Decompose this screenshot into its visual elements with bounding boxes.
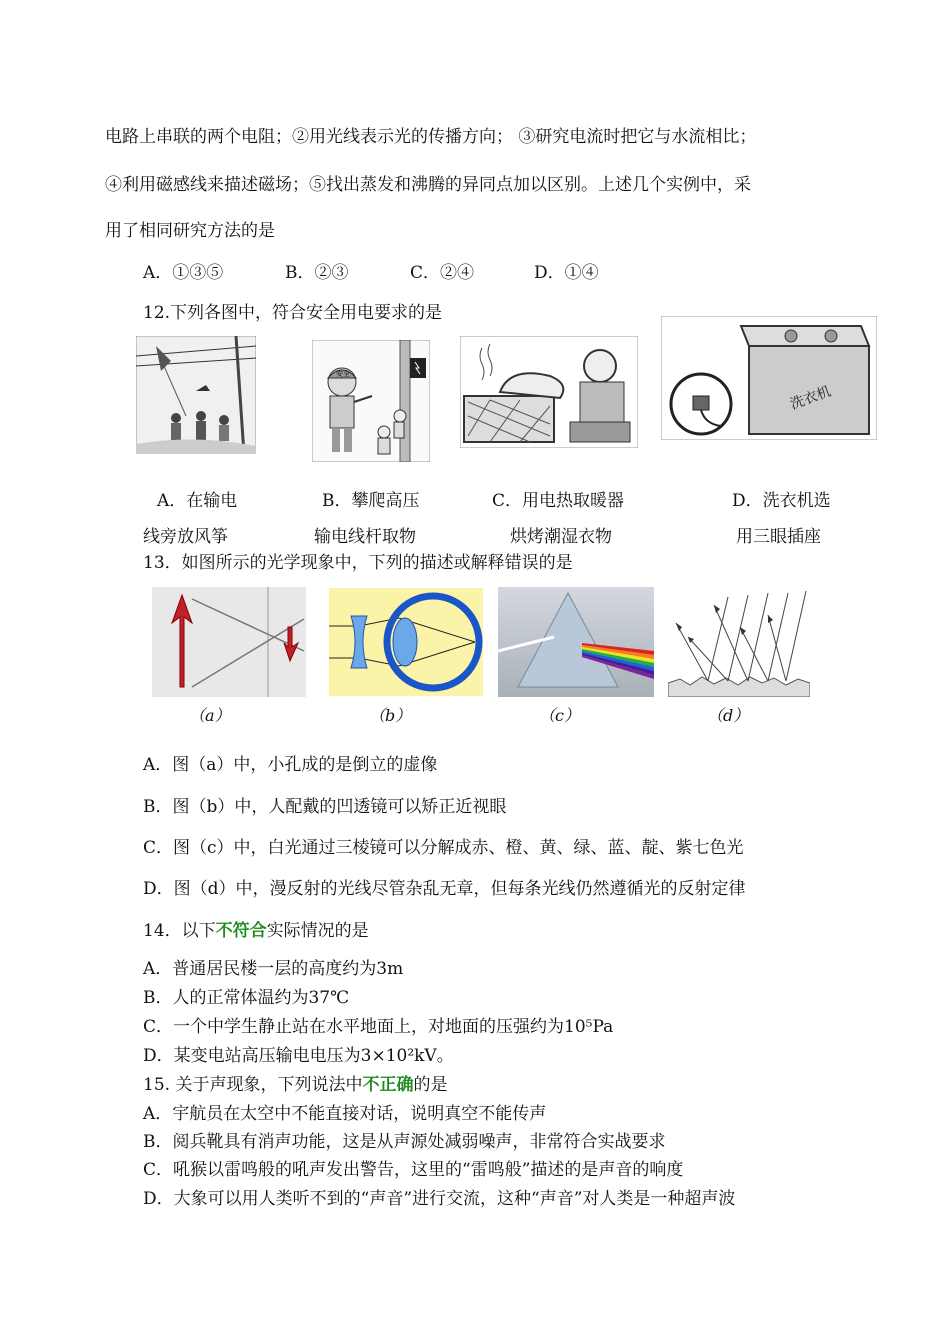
q13-option-c: C．图（c）中，白光通过三棱镜可以分解成赤、橙、黄、绿、蓝、靛、紫七色光 — [143, 838, 744, 858]
q12-caption-b-line1: B．攀爬高压 — [322, 491, 420, 511]
q14-option-d: D．某变电站高压输电电压为3×10²kV。 — [143, 1046, 454, 1066]
q14-stem: 14．以下不符合实际情况的是 — [143, 921, 369, 941]
q14-option-c: C．一个中学生静止站在水平地面上，对地面的压强约为10⁵Pa — [143, 1017, 614, 1037]
q13-label-c: （c） — [539, 706, 580, 725]
intro-line-3: 用了相同研究方法的是 — [105, 221, 275, 241]
q15-option-a: A．宇航员在太空中不能直接对话，说明真空不能传声 — [143, 1104, 547, 1124]
q12-image-d-washer — [661, 316, 877, 440]
q11-option-d: D．①④ — [534, 263, 599, 283]
q14-option-b: B．人的正常体温约为37℃ — [143, 988, 350, 1008]
q12-image-a-kite — [136, 336, 256, 454]
q15-emphasis: 不正确 — [362, 1075, 414, 1095]
q15-option-c: C．吼猴以雷鸣般的吼声发出警告，这里的“雷鸣般”描述的是声音的响度 — [143, 1160, 684, 1180]
safety-helmet-badge: 安全 — [336, 370, 350, 378]
q12-caption-c-line2: 烘烤潮湿衣物 — [510, 527, 612, 547]
q13-label-a: （a） — [189, 706, 231, 725]
q13-label-d: （d） — [707, 706, 750, 725]
q12-stem: 12.下列各图中，符合安全用电要求的是 — [143, 303, 443, 323]
q15-stem: 15. 关于声现象，下列说法中不正确的是 — [143, 1075, 448, 1095]
q14-emphasis: 不符合 — [215, 921, 267, 941]
q13-stem: 13．如图所示的光学现象中，下列的描述或解释错误的是 — [143, 553, 573, 573]
q11-option-c: C．②④ — [410, 263, 475, 283]
intro-line-1: 电路上串联的两个电阻；②用光线表示光的传播方向； ③研究电流时把它与水流相比； — [105, 127, 757, 147]
q13-option-a: A．图（a）中，小孔成的是倒立的虚像 — [143, 755, 438, 775]
q13-figure-b-eye — [329, 588, 483, 696]
washer-label: 洗衣机 — [788, 383, 834, 413]
q13-figure-a-pinhole — [152, 587, 306, 697]
q12-caption-b-line2: 输电线杆取物 — [314, 527, 416, 547]
q12-caption-d-line1: D．洗衣机选 — [732, 491, 831, 511]
q12-caption-d-line2: 用三眼插座 — [736, 527, 821, 547]
q12-caption-a-line2: 线旁放风筝 — [143, 527, 228, 547]
q15-option-d: D．大象可以用人类听不到的“声音”进行交流，这种“声音”对人类是一种超声波 — [143, 1189, 736, 1209]
intro-line-2: ④利用磁感线来描述磁场；⑤找出蒸发和沸腾的异同点加以区别。上述几个实例中，采 — [105, 175, 751, 195]
q13-figure-c-prism — [498, 587, 654, 697]
q13-figure-d-diffuse — [668, 587, 810, 697]
q12-image-b-pole — [312, 340, 430, 462]
q12-image-c-heater — [460, 336, 638, 448]
q13-label-b: （b） — [369, 706, 412, 725]
q13-option-d: D．图（d）中，漫反射的光线尽管杂乱无章，但每条光线仍然遵循光的反射定律 — [143, 879, 746, 899]
q11-option-a: A．①③⑤ — [143, 263, 224, 283]
q12-caption-c-line1: C．用电热取暖器 — [492, 491, 625, 511]
q14-option-a: A．普通居民楼一层的高度约为3m — [143, 959, 404, 979]
q12-caption-a-line1: A．在输电 — [157, 491, 238, 511]
q15-option-b: B．阅兵靴具有消声功能，这是从声源处减弱噪声，非常符合实战要求 — [143, 1132, 666, 1152]
q11-option-b: B．②③ — [285, 263, 349, 283]
q13-option-b: B．图（b）中，人配戴的凹透镜可以矫正近视眼 — [143, 797, 507, 817]
